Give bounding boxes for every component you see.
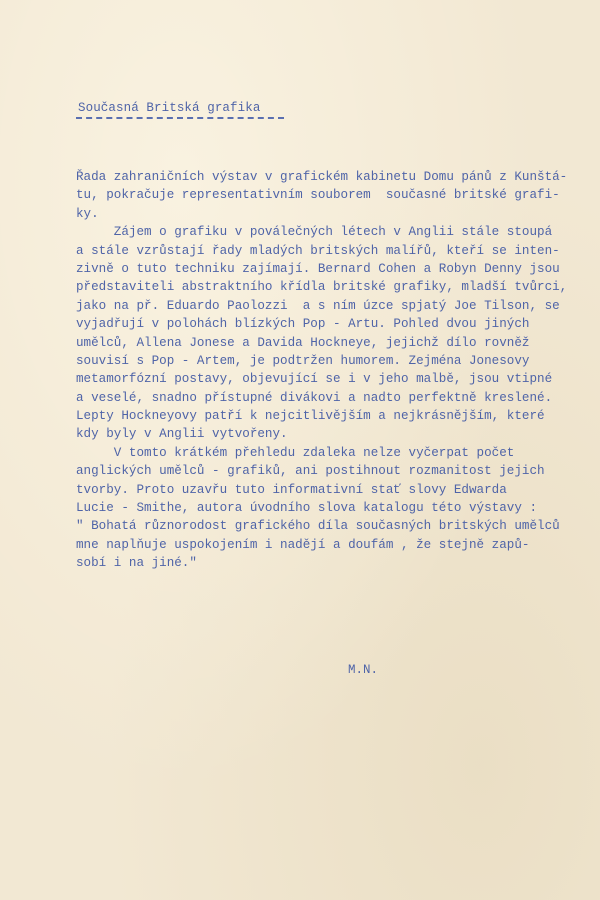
- text-line: metamorfózní postavy, objevující se i v jeho malbě, jsou vtipné: [76, 372, 553, 387]
- text-line: ky.: [76, 206, 99, 221]
- text-line: jako na př. Eduardo Paolozzi a s ním úzce spjatý Joe Tilson, se: [76, 298, 560, 313]
- text-line: a stále vzrůstají řady mladých britských malířů, kteří se inten-: [76, 243, 560, 258]
- text-line: Lucie - Smithe, autora úvodního slova katalogu této výstavy :: [76, 501, 538, 516]
- text-line: umělců, Allena Jonese a Davida Hockneye, jejichž dílo rovněž: [76, 335, 530, 350]
- text-line: anglických umělců - grafiků, ani postihnout rozmanitost jejich: [76, 464, 545, 479]
- text-line: mne naplňuje uspokojením i nadějí a doufám , že stejně zapů-: [76, 537, 530, 552]
- text-line: tu, pokračuje representativním souborem současné britské grafi-: [76, 188, 560, 203]
- text-line: a veselé, snadno přístupné divákovi a nadto perfektně kreslené.: [76, 390, 553, 405]
- document-body: [76, 168, 586, 573]
- text-line: Lepty Hockneyovy patří k nejcitlivějším a nejkrásnějším, které: [76, 409, 545, 424]
- text-line: " Bohatá různorodost grafického díla současných britských umělců: [76, 519, 560, 534]
- text-line: tvorby. Proto uzavřu tuto informativní stať slovy Edwarda: [76, 482, 507, 497]
- text-line: V tomto krátkém přehledu zdaleka nelze vyčerpat počet: [76, 445, 515, 460]
- text-line: představiteli abstraktního křídla britské grafiky, mladší tvůrci,: [76, 280, 568, 295]
- text-line: sobí i na jiné.": [76, 556, 197, 571]
- text-line: zivně o tuto techniku zajímají. Bernard Cohen a Robyn Denny jsou: [76, 261, 560, 276]
- signature-initials: M.N.: [348, 663, 379, 677]
- text-line: souvisí s Pop - Artem, je podtržen humorem. Zejména Jonesovy: [76, 353, 530, 368]
- text-line: vyjadřují v polohách blízkých Pop - Artu. Pohled dvou jiných: [76, 317, 530, 332]
- text-line: kdy byly v Anglii vytvořeny.: [76, 427, 288, 442]
- text-line: Řada zahraničních výstav v grafickém kabinetu Domu pánů z Kunštá-: [76, 170, 568, 184]
- title-underline: [76, 117, 284, 119]
- text-line: Zájem o grafiku v poválečných létech v Anglii stále stoupá: [76, 225, 553, 240]
- document-title: Současná Britská grafika: [78, 101, 261, 115]
